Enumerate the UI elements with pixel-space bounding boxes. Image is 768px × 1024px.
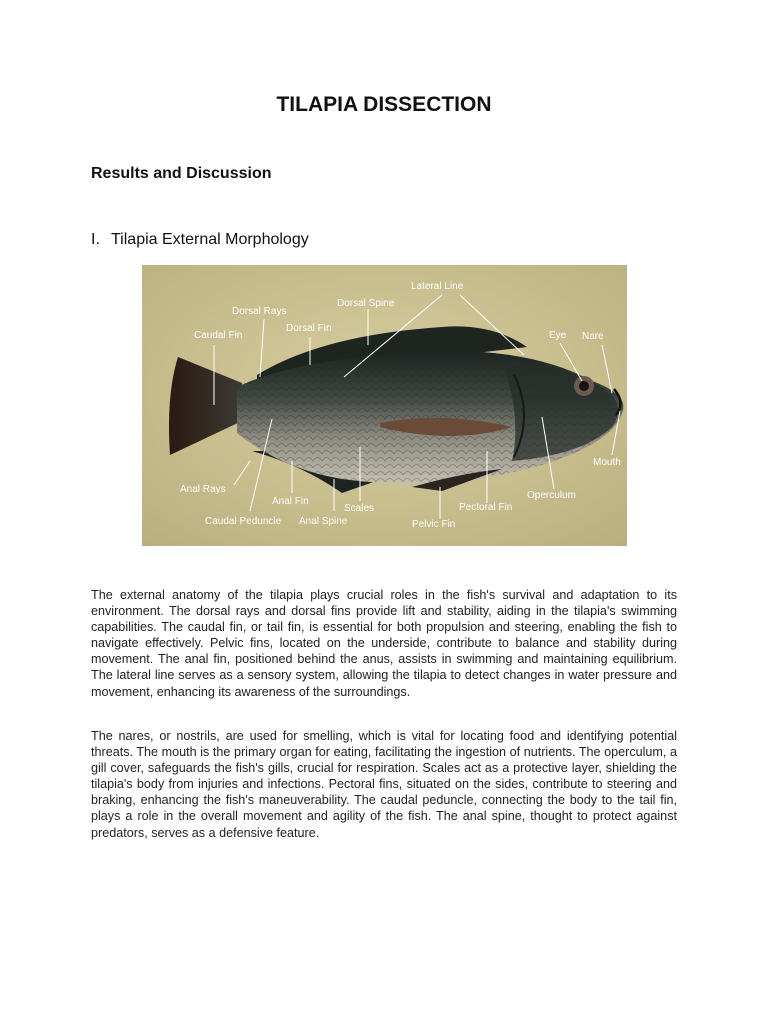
label-pectoral-fin: Pectoral Fin <box>459 502 513 513</box>
label-eye: Eye <box>549 330 567 341</box>
label-nare: Nare <box>582 331 604 342</box>
subsection-heading <box>91 231 309 249</box>
subsection-number: I. <box>91 231 100 248</box>
subsection-title: Tilapia External Morphology <box>111 231 309 248</box>
label-anal-fin: Anal Fin <box>272 496 309 507</box>
label-lateral-line: Lateral Line <box>411 281 464 292</box>
section-heading: Results and Discussion <box>91 165 272 182</box>
document-title: TILAPIA DISSECTION <box>276 93 492 116</box>
label-anal-rays: Anal Rays <box>180 484 226 495</box>
label-scales: Scales <box>344 503 375 514</box>
tilapia-figure <box>142 265 627 546</box>
label-anal-spine: Anal Spine <box>299 516 348 527</box>
body-paragraph: The external anatomy of the tilapia plays crucial roles in the fish's survival and adaptation to its environment. The dorsal rays and dorsal fins provide lift and stability, aiding in the tilapia's swimming capabilities. The caudal fin, or tail fin, is essential for both propulsion and steering, enabling the fish to navigate effectively. Pelvic fins, located on the underside, contribute to balance and stability during movement. The anal fin, positioned behind the anus, assists in swimming and maintaining equilibrium. The lateral line serves as a sensory system, allowing the tilapia to detect changes in water pressure and movement, enhancing its awareness of the surroundings. <box>91 588 677 699</box>
label-operculum: Operculum <box>527 490 576 501</box>
body-paragraph: The nares, or nostrils, are used for smelling, which is vital for locating food and identifying potential threats. The mouth is the primary organ for eating, facilitating the ingestion of nutrients. The operculum, a gill cover, safeguards the fish's gills, crucial for respiration. Scales act as a protective layer, shielding the tilapia's body from injuries and infections. Pectoral fins, situated on the sides, contribute to steering and braking, enhancing the fish's maneuverability. The caudal peduncle, connecting the body to the tail fin, plays a role in the overall movement and agility of the fish. The anal spine, thought to protect against predators, serves as a defensive feature. <box>91 729 677 840</box>
label-dorsal-rays: Dorsal Rays <box>232 306 287 317</box>
label-caudal-peduncle: Caudal Peduncle <box>205 516 282 527</box>
label-dorsal-spine: Dorsal Spine <box>337 298 395 309</box>
tilapia-photo <box>142 265 627 546</box>
label-caudal-fin: Caudal Fin <box>194 330 243 341</box>
label-mouth: Mouth <box>593 457 621 468</box>
label-dorsal-fin: Dorsal Fin <box>286 323 332 334</box>
label-pelvic-fin: Pelvic Fin <box>412 519 456 530</box>
